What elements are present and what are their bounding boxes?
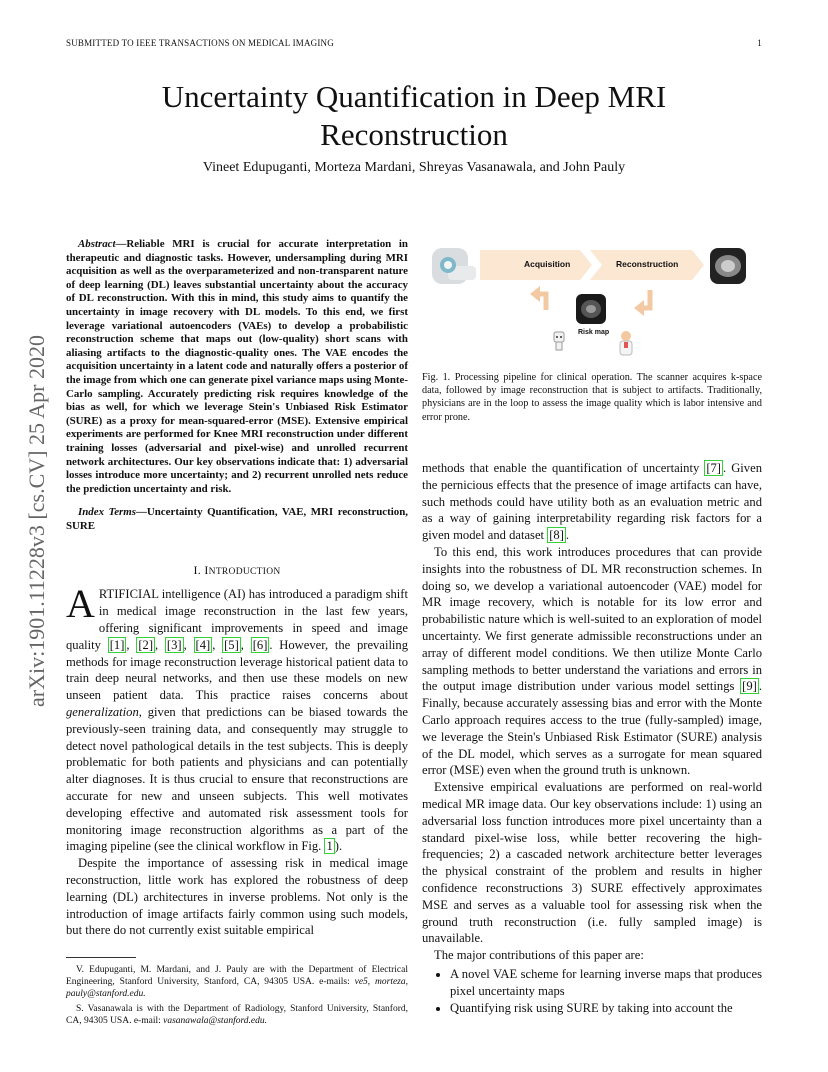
citation-link[interactable]: [5] — [224, 637, 239, 652]
abstract — [66, 238, 408, 496]
section-number: I. — [193, 563, 202, 578]
citation-link[interactable]: [7] — [706, 461, 721, 475]
footnote-affiliation-1 — [66, 964, 408, 1000]
running-header — [66, 38, 762, 48]
intro-paragraph-1: ARTIFICIAL intelligence (AI) has introduced a paradigm shift in medical image reconstruction in the last few years, offering significant improvements in speed and image quality [1] , [2] , [3] , [4] , [5] , [6] . However, the prevailing methods for image reconstruction leverage historical patient data to train deep neural networks, and then use these models on new unseen patient data. This practice raises concerns about generalization, given that predictions can be biased towards the previously-seen training data, and consequently may struggle to detect novel pathological details in the test subjects. This is deeply problematic for both patients and physicians and can potentially alter diagnoses. It is thus crucial to ensure that reconstructions are accurate for new and unseen subjects. This well motivates developing effective and automated risk assessment tools for monitoring image reconstruction algorithms as a part of the imaging pipeline (see the clinical workflow in Fig. 1 ). — [66, 581, 409, 854]
author-list: Vineet Edupuganti, Morteza Mardani, Shreyas Vasanawala, and John Pauly — [202, 160, 626, 175]
figure-reference-link[interactable]: 1 — [326, 839, 333, 854]
r2-text-a: To this end, this work introduces procedures that can provide insights into the robustness of DL MR reconstruction schemes. In doing so, we develop a variational autoencoder (VAE) model for MR image recovery, which is notable for its low error and probabilistic nature which is well-suited to an exploration of model uncertainty. We first generate admissible reconstructions under an array of different model conditions. We then utilize Monte Carlo sampling methods to better understand the variations and errors in the output image distribution under various model settings — [422, 544, 762, 694]
pipeline-diagram — [430, 238, 762, 360]
citation-link[interactable]: [9] — [742, 679, 757, 694]
footnote-rule — [66, 957, 136, 958]
mri-scanner-icon — [432, 248, 476, 284]
citation-link[interactable]: [2] — [138, 637, 154, 652]
index-terms-text: —Uncertainty Quantification, VAE, MRI reconstruction, SURE — [66, 506, 408, 532]
intro-p1-mid: . However, the prevailing methods for image reconstruction leverage historical patient data to train deep neural networks, and then use these models on new unseen patient data. This practice raises concerns about — [66, 637, 409, 703]
physician-icon — [620, 331, 632, 355]
abstract-label: Abstract — [78, 238, 116, 250]
section-title-first: I — [204, 563, 209, 578]
robot-icon — [554, 332, 564, 350]
left-column — [66, 238, 408, 1027]
journal-name: SUBMITTED TO IEEE TRANSACTIONS ON MEDICAL IMAGING — [66, 38, 334, 48]
r1-text-b: . Given the pernicious effects that the presence of image artifacts can have, such methods could have utility both as an evaluation metric and as a way of gaining interpretability regarding risk factors for a given model and dataset — [422, 461, 762, 543]
citation-link[interactable]: [3] — [166, 637, 182, 652]
section-title-rest: NTRODUCTION — [208, 567, 281, 578]
index-terms-label: Index Terms — [78, 506, 136, 519]
footnote-1-text: V. Edupuganti, M. Mardani, and J. Pauly are with the Department of Electrical Engineering, Stanford University, Stanford, CA, 94305 USA. e-mails: — [66, 965, 408, 988]
arxiv-stamp — [20, 286, 54, 756]
emphasis-generalization: generalization — [66, 705, 139, 720]
acquisition-label: Acquisition — [524, 259, 571, 269]
intro-p1-tail: , given that predictions can be biased towards the previously-seen training data, and consequently may struggle to detect novel pathological details in the test subjects. This is deeply problematic for both patients and physicians and can potentially alter diagnoses. It is thus crucial to ensure that reconstructions are accurate for new and unseen subjects. This well motivates developing effective and automated risk assessment tools for monitoring image reconstruction algorithms as a part of the imaging pipeline (see the clinical workflow in Fig. — [66, 705, 408, 854]
paper-title — [66, 78, 762, 154]
citation-link[interactable]: [1] — [109, 637, 125, 652]
contribution-item: • Quantifying risk using SURE by taking into account the — [450, 1000, 762, 1017]
right-paragraph-1 — [422, 460, 762, 544]
figure-1-caption: Fig. 1. Processing pipeline for clinical operation. The scanner acquires k-space data, followed by image reconstruction that is subject to artifacts. Traditionally, physicians are in the loop to assess the image quality which is labor intensive and error prone. — [422, 372, 762, 423]
footnote-affiliation-2 — [66, 1003, 408, 1027]
footnote-2-text: S. Vasanawala is with the Department of Radiology, Stanford University, Stanford, CA, 94305 USA. e-mail: — [66, 1004, 408, 1027]
right-paragraph-4: The major contributions of this paper are: — [434, 948, 644, 963]
feedback-arrowhead-right — [634, 300, 644, 316]
title-line-1: Uncertainty Quantification in Deep MRI — [161, 79, 667, 114]
r2-text-b: . Finally, because accurately assessing bias and error with the Monte Carlo approach requires access to the true (fully-sampled) image, we leverage the Stein's Unbiased Risk Estimator (SURE) analysis of the DL model, which serves as a surrogate for mean squared error (MSE) even when the ground truth is unknown. — [422, 679, 762, 778]
r1-text-a: methods that enable the quantification of uncertainty — [422, 461, 705, 475]
intro-paragraph-2: Despite the importance of assessing risk in medical image reconstruction, little work has explored the robustness of deep learning (DL) architectures in inverse problems. Not only is the introduction of image artifacts fairly common using such models, but there do not currently exist suitable empirical — [66, 856, 408, 938]
feedback-arrowhead-left — [530, 286, 540, 302]
index-terms — [66, 506, 408, 533]
citation-link[interactable]: [4] — [195, 637, 211, 652]
right-paragraph-2 — [422, 544, 762, 779]
arxiv-identifier: arXiv:1901.11228v3 [cs.CV] 25 Apr 2020 — [24, 335, 49, 707]
abstract-text: —Reliable MRI is crucial for accurate interpretation in therapeutic and diagnostic tasks. However, undersampling during MRI acquisition as well as the overparameterized and non-transparent nature of deep learning (DL) leaves substantial uncertainty about the accuracy of DL reconstruction. With this in mind, this study aims to quantify the uncertainty in image recovery with DL models. To this end, we first leverage variational autoencoders (VAEs) to develop a probabilistic reconstruction scheme that maps out (low-quality) short scans with aliasing artifacts to the diagnostic-quality ones. The VAE encodes the acquisition uncertainty in a latent code and naturally offers a posterior of the image from which one can generate pixel variance maps using Monte-Carlo sampling. Accurately predicting risk requires knowledge of the bias as well, for which we leverage Stein's Unbiased Risk Estimator (SURE) as a proxy for mean-squared-error (MSE). Extensive empirical experiments are performed for Knee MRI reconstruction under different training losses (adversarial and pixel-wise) and unrolled recurrent network architectures. Our key observations indicate that: 1) adversarial losses introduce more uncertainty; and 2) recurrent unrolled nets reduce the prediction uncertainty and risk. — [66, 238, 408, 495]
right-column — [422, 460, 762, 1016]
intro-p1-lead: RTIFICIAL intelligence (AI) has introduced a paradigm shift in medical image reconstruction in the last few years, offering significant improvements in speed and image quality — [66, 587, 408, 652]
intro-p1-end: ). — [334, 839, 343, 854]
contribution-item: • A novel VAE scheme for learning inverse maps that produces pixel uncertainty maps — [450, 966, 762, 1000]
citation-link[interactable]: [6] — [252, 637, 268, 652]
page-number: 1 — [757, 38, 762, 48]
section-heading — [66, 563, 408, 578]
drop-cap: A — [66, 581, 95, 627]
citation-link[interactable]: [8] — [549, 528, 564, 543]
figure-1-pipeline — [430, 238, 762, 360]
risk-map-image — [576, 294, 606, 324]
right-paragraph-3: Extensive empirical evaluations are performed on real-world medical MR image data. Our key observations include: 1) using an adversarial loss function introduces more pixel uncertainty than a standard pixel-wise loss, while better recovering the high-frequencies; 2) a cascaded network architecture better leverages the physical constraint of the problem and results in higher confidence reconstructions 3) SURE effectively approximates MSE and serves as a valuable tool for assessing risk when the ground truth reconstruction (i.e. fully sampled image) is unavailable. — [422, 780, 762, 946]
knee-mri-image — [710, 248, 746, 284]
footnote-2-email: vasanawala@stanford.edu. — [163, 1016, 268, 1027]
risk-map-label: Risk map — [578, 329, 610, 336]
r1-end: . — [565, 528, 570, 543]
contributions-list — [422, 966, 762, 1016]
title-line-2: Reconstruction — [320, 117, 508, 152]
reconstruction-label: Reconstruction — [616, 259, 679, 269]
footnote-1-emails: ve5, morteza, pauly@stanford.edu. — [66, 977, 409, 1000]
